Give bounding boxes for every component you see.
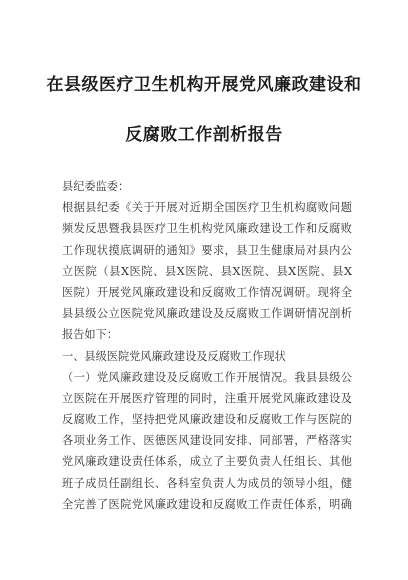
body-line: 工作现状摸底调研的通知》要求，县卫生健康局对县内公 — [62, 243, 352, 257]
salutation: 县纪委监委： — [62, 180, 130, 193]
body-line: 党风廉政建设责任体系，成立了主要负责人任组长、其他 — [62, 455, 352, 469]
body-line: （一）党风廉政建设及反腐败工作开展情况。我县县级公 — [62, 370, 352, 384]
body-line: 医院）开展党风廉政建设和反腐败工作情况调研。现将全 — [62, 285, 352, 299]
body-line: 立医院（县X医院、县X医院、县X医院、县X医院、县X — [62, 264, 352, 278]
body-line: 频发反思暨我县医疗卫生机构党风廉政建设工作和反腐败 — [62, 222, 352, 236]
document-title-line-1: 在县级医疗卫生机构开展党风廉政建设和 — [46, 75, 362, 95]
document-body — [62, 176, 352, 515]
body-line: 立医院在开展医疗管理的同时，注重开展党风廉政建设及 — [62, 391, 352, 405]
section-heading: 一、县级医院党风廉政建设及反腐败工作现状 — [62, 349, 286, 363]
body-line: 根据县纪委《关于开展对近期全国医疗卫生机构腐败问题 — [62, 201, 352, 215]
body-line: 全完善了医院党风廉政建设和反腐败工作责任体系，明确 — [62, 497, 352, 511]
body-line: 班子成员任副组长、各科室负责人为成员的领导小组，健 — [62, 476, 352, 490]
body-line: 报告如下： — [62, 328, 118, 342]
body-line: 反腐败工作，坚持把党风廉政建设和反腐败工作与医院的 — [62, 413, 352, 427]
body-line: 各项业务工作、医德医风建设同安排、同部署，严格落实 — [62, 434, 352, 448]
document-title-line-2: 反腐败工作剖析报告 — [125, 125, 283, 145]
body-line: 县县级公立医院党风廉政建设及反腐败工作调研情况剖析 — [62, 307, 352, 321]
